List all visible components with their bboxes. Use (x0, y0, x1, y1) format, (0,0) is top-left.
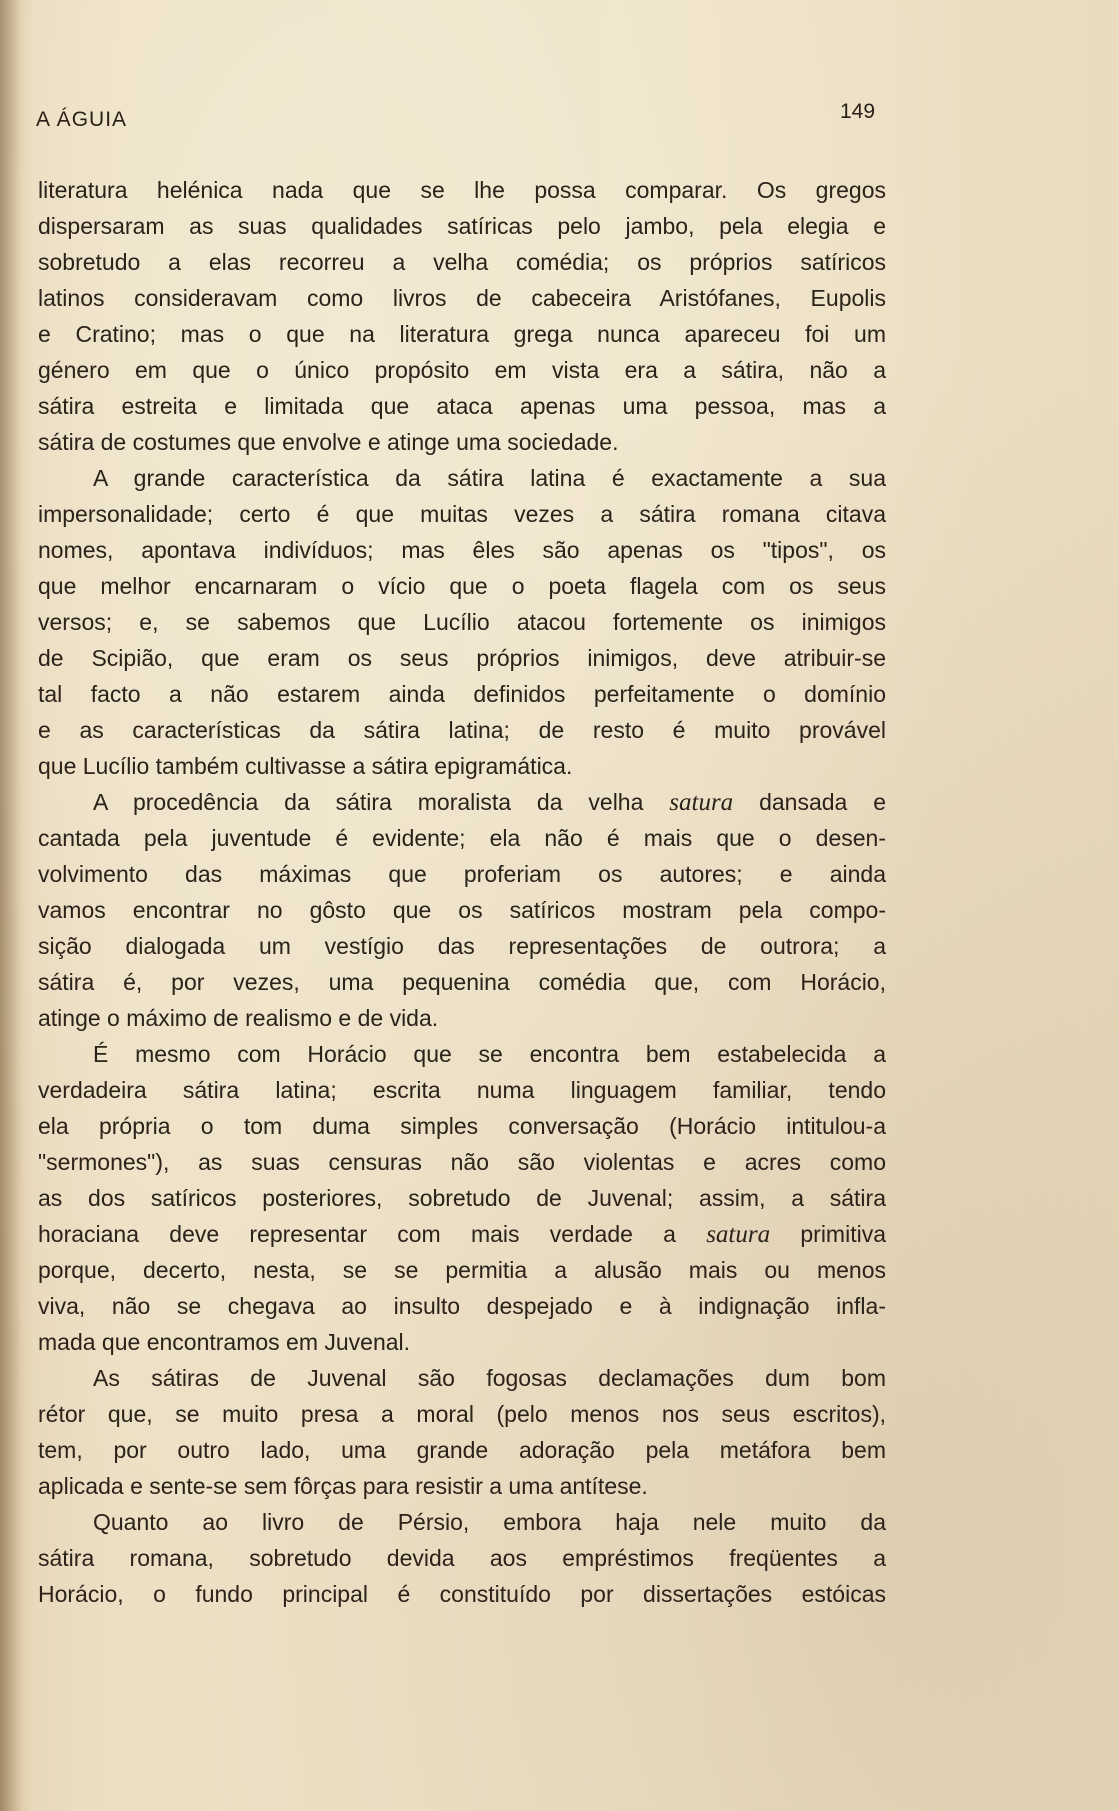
text-line: nomes, apontava indivíduos; mas êles são apenas os "tipos", os (38, 537, 886, 563)
text-line: que melhor encarnaram o vício que o poeta flagela com os seus (38, 573, 886, 599)
text-line: sátira de costumes que envolve e atinge uma sociedade. (38, 429, 619, 455)
text-line: e Cratino; mas o que na literatura grega nunca apareceu foi um (38, 321, 886, 347)
text-fragment: primitiva (770, 1221, 886, 1247)
italic-term: satura (669, 789, 734, 816)
text-line: Horácio, o fundo principal é constituído por dissertações estóicas (38, 1581, 886, 1607)
italic-term: satura (706, 1221, 771, 1248)
text-line: rétor que, se muito presa a moral (pelo menos nos seus escritos), (38, 1401, 886, 1427)
text-line: versos; e, se sabemos que Lucílio atacou fortemente os inimigos (38, 609, 886, 635)
text-line: volvimento das máximas que proferiam os autores; e ainda (38, 861, 886, 887)
body-text (38, 172, 886, 1612)
text-line: que Lucílio também cultivasse a sátira epigramática. (38, 753, 573, 779)
text-line: A grande característica da sátira latina é exactamente a sua (93, 465, 886, 491)
text-line: cantada pela juventude é evidente; ela não é mais que o desen- (38, 825, 886, 851)
text-line: sobretudo a elas recorreu a velha comédia; os próprios satíricos (38, 249, 886, 275)
text-line (38, 784, 886, 820)
text-line: latinos consideravam como livros de cabeceira Aristófanes, Eupolis (38, 285, 886, 311)
text-line: tal facto a não estarem ainda definidos perfeitamente o domínio (38, 681, 886, 707)
text-line: vamos encontrar no gôsto que os satíricos mostram pela compo- (38, 897, 886, 923)
text-line: as dos satíricos posteriores, sobretudo de Juvenal; assim, a sátira (38, 1185, 886, 1211)
text-line: de Scipião, que eram os seus próprios inimigos, deve atribuir-se (38, 645, 886, 671)
text-fragment: A procedência da sátira moralista da velha (93, 789, 670, 815)
text-line: verdadeira sátira latina; escrita numa linguagem familiar, tendo (38, 1077, 886, 1103)
text-line: atinge o máximo de realismo e de vida. (38, 1005, 439, 1031)
text-line: mada que encontramos em Juvenal. (38, 1329, 411, 1355)
text-line (38, 1216, 886, 1252)
text-line: "sermones"), as suas censuras não são violentas e acres como (38, 1149, 886, 1175)
text-line: viva, não se chegava ao insulto despejado e à indignação infla- (38, 1293, 886, 1319)
text-line: sição dialogada um vestígio das representações de outrora; a (38, 933, 886, 959)
text-line: aplicada e sente-se sem fôrças para resistir a uma antítese. (38, 1473, 648, 1499)
text-line: sátira romana, sobretudo devida aos empréstimos freqüentes a (38, 1545, 886, 1571)
text-line: tem, por outro lado, uma grande adoração pela metáfora bem (38, 1437, 886, 1463)
text-line: sátira estreita e limitada que ataca apenas uma pessoa, mas a (38, 393, 886, 419)
text-line: sátira é, por vezes, uma pequenina comédia que, com Horácio, (38, 969, 886, 995)
text-line: literatura helénica nada que se lhe possa comparar. Os gregos (38, 177, 886, 203)
text-line: É mesmo com Horácio que se encontra bem estabelecida a (93, 1041, 886, 1067)
text-line: dispersaram as suas qualidades satíricas pelo jambo, pela elegia e (38, 213, 886, 239)
text-line: e as características da sátira latina; de resto é muito provável (38, 717, 886, 743)
text-fragment: dansada e (733, 789, 886, 815)
page-number: 149 (840, 100, 876, 123)
running-title: A ÁGUIA (36, 108, 128, 131)
spine-shadow (0, 0, 22, 1811)
text-line: impersonalidade; certo é que muitas vezes a sátira romana citava (38, 501, 886, 527)
text-fragment: horaciana deve representar com mais verdade a (38, 1221, 707, 1247)
text-line: As sátiras de Juvenal são fogosas declamações dum bom (93, 1365, 886, 1391)
text-line: porque, decerto, nesta, se se permitia a alusão mais ou menos (38, 1257, 886, 1283)
text-line: género em que o único propósito em vista era a sátira, não a (38, 357, 886, 383)
text-line: Quanto ao livro de Pérsio, embora haja nele muito da (93, 1509, 886, 1535)
text-line: ela própria o tom duma simples conversação (Horácio intitulou-a (38, 1113, 886, 1139)
